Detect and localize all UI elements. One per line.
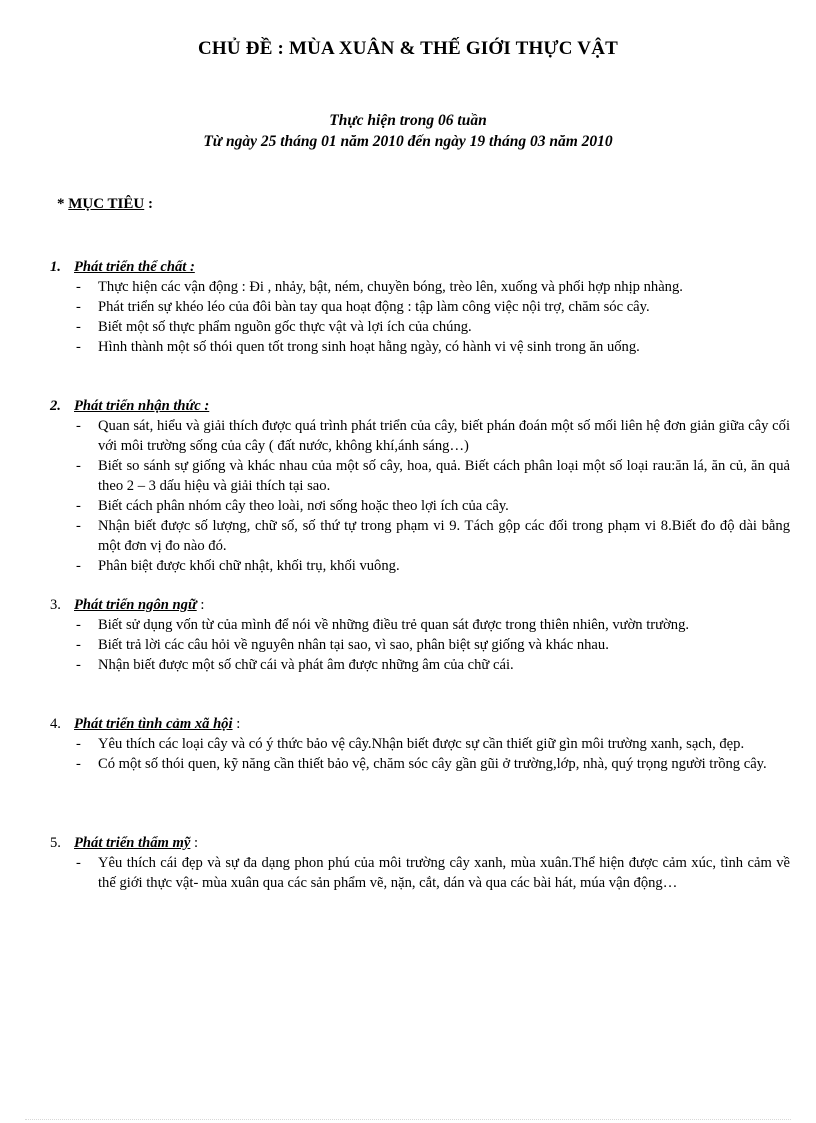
list-item: - Biết sử dụng vốn từ của mình để nói về những điều trẻ quan sát được trong thiên nhiên, vườn trường. <box>76 617 690 633</box>
section-title: Phát triển thể chất : <box>74 259 195 275</box>
item-text: Phát triển sự khéo léo của đôi bàn tay qua hoạt động : tập làm công việc nội trợ, chăm sóc cây. <box>98 299 650 315</box>
section-social-emotional <box>50 714 790 774</box>
item-text: Yêu thích các loại cây và có ý thức bảo vệ cây.Nhận biết được sự cần thiết giữ gìn môi trường xanh, sạch, đẹp. <box>98 736 745 752</box>
list-item: - Biết so sánh sự giống và khác nhau của một số cây, hoa, quả. Biết cách phân loại một số loại rau:ăn lá, ăn củ, ăn quả theo 2 – 3 dấu hiệu và giải thích tại sao. <box>76 458 790 494</box>
document-title: CHỦ ĐỀ : MÙA XUÂN & THẾ GIỚI THỰC VẬT <box>198 38 618 59</box>
item-text: Có một số thói quen, kỹ năng cần thiết bảo vệ, chăm sóc cây gần gũi ở trường,lớp, nhà, quý trọng người trồng cây. <box>98 756 767 772</box>
item-text: Phân biệt được khối chữ nhật, khối trụ, khối vuông. <box>98 558 400 574</box>
list-item: - Có một số thói quen, kỹ năng cần thiết bảo vệ, chăm sóc cây gần gũi ở trường,lớp, nhà, quý trọng người trồng cây. <box>76 756 767 772</box>
section-number: 5. <box>50 835 61 851</box>
list-item: - Biết cách phân nhóm cây theo loài, nơi sống hoặc theo lợi ích của cây. <box>76 498 509 514</box>
item-text: Nhận biết được số lượng, chữ số, số thứ tự trong phạm vi 9. Tách gộp các đối trong phạm vi 8.Biết đo độ dài bằng một đơn vị đo nào đó. <box>98 518 790 554</box>
goals-heading <box>57 196 153 213</box>
section-heading <box>50 714 790 734</box>
list-item: - Biết một số thực phẩm nguồn gốc thực vật và lợi ích của chúng. <box>76 319 472 335</box>
section-items <box>50 734 790 774</box>
section-heading <box>50 833 790 853</box>
item-text: Thực hiện các vận động : Đi , nhảy, bật, ném, chuyền bóng, trèo lên, xuống và phối hợp nhịp nhàng. <box>98 279 683 295</box>
item-text: Biết sử dụng vốn từ của mình để nói về những điều trẻ quan sát được trong thiên nhiên, vườn trường. <box>98 617 690 633</box>
section-cognitive <box>50 396 790 576</box>
item-text: Hình thành một số thói quen tốt trong sinh hoạt hằng ngày, có hành vi vệ sinh trong ăn uống. <box>98 339 640 355</box>
item-text: Nhận biết được một số chữ cái và phát âm được những âm của chữ cái. <box>98 657 514 673</box>
item-text: Quan sát, hiểu và giải thích được quá trình phát triển của cây, biết phán đoán một số mối liên hệ đơn giản giữa cây cối với môi trường sống của cây ( đất nước, không khí,ánh sáng…) <box>98 418 790 454</box>
section-heading <box>50 396 790 416</box>
page-bottom-divider <box>25 1119 791 1120</box>
section-heading <box>50 595 790 615</box>
goals-label: MỤC TIÊU <box>68 196 145 212</box>
section-items <box>50 416 790 576</box>
item-text: Biết so sánh sự giống và khác nhau của một số cây, hoa, quả. Biết cách phân loại một số loại rau:ăn lá, ăn củ, ăn quả theo 2 – 3 dấu hiệu và giải thích tại sao. <box>98 458 790 494</box>
section-colon: : <box>190 835 199 851</box>
section-items <box>50 853 790 893</box>
item-text: Biết một số thực phẩm nguồn gốc thực vật và lợi ích của chúng. <box>98 319 472 335</box>
list-item: - Phân biệt được khối chữ nhật, khối trụ, khối vuông. <box>76 558 400 574</box>
section-title: Phát triển tình cảm xã hội <box>74 716 233 732</box>
section-items <box>50 277 790 357</box>
list-item: - Phát triển sự khéo léo của đôi bàn tay qua hoạt động : tập làm công việc nội trợ, chăm sóc cây. <box>76 299 650 315</box>
list-item: - Yêu thích cái đẹp và sự đa dạng phon phú của môi trường cây xanh, mùa xuân.Thể hiện được cảm xúc, tình cảm về thế giới thực vật- mùa xuân qua các sản phẩm vẽ, nặn, cắt, dán và qua các bài hát, múa vận động… <box>76 855 790 891</box>
item-text: Biết cách phân nhóm cây theo loài, nơi sống hoặc theo lợi ích của cây. <box>98 498 509 514</box>
list-item: - Nhận biết được số lượng, chữ số, số thứ tự trong phạm vi 9. Tách gộp các đối trong phạm vi 8.Biết đo độ dài bằng một đơn vị đo nào đó. <box>76 518 790 554</box>
section-number: 2. <box>50 398 61 414</box>
goals-prefix: * <box>57 196 69 212</box>
section-number: 3. <box>50 597 61 613</box>
section-title: Phát triển ngôn ngữ <box>74 597 197 613</box>
list-item: - Thực hiện các vận động : Đi , nhảy, bật, ném, chuyền bóng, trèo lên, xuống và phối hợp nhịp nhàng. <box>76 279 683 295</box>
section-number: 1. <box>50 259 61 275</box>
duration-line: Thực hiện trong 06 tuần <box>329 112 487 129</box>
section-language <box>50 595 790 675</box>
section-aesthetic <box>50 833 790 893</box>
section-number: 4. <box>50 716 61 732</box>
list-item: - Yêu thích các loại cây và có ý thức bảo vệ cây.Nhận biết được sự cần thiết giữ gìn môi trường xanh, sạch, đẹp. <box>76 736 745 752</box>
section-physical <box>50 257 790 357</box>
list-item: - Quan sát, hiểu và giải thích được quá trình phát triển của cây, biết phán đoán một số mối liên hệ đơn giản giữa cây cối với môi trường sống của cây ( đất nước, không khí,ánh sáng…) <box>76 418 790 454</box>
section-title: Phát triển nhận thức : <box>74 398 210 414</box>
section-colon: : <box>232 716 241 732</box>
section-colon: : <box>196 597 205 613</box>
goals-suffix: : <box>144 196 153 212</box>
list-item: - Hình thành một số thói quen tốt trong sinh hoạt hằng ngày, có hành vi vệ sinh trong ăn uống. <box>76 339 640 355</box>
item-text: Biết trả lời các câu hỏi về nguyên nhân tại sao, vì sao, phân biệt sự giống và khác nhau. <box>98 637 609 653</box>
section-items <box>50 615 790 675</box>
date-range-line: Từ ngày 25 tháng 01 năm 2010 đến ngày 19 tháng 03 năm 2010 <box>203 133 613 150</box>
item-text: Yêu thích cái đẹp và sự đa dạng phon phú của môi trường cây xanh, mùa xuân.Thể hiện được cảm xúc, tình cảm về thế giới thực vật- mùa xuân qua các sản phẩm vẽ, nặn, cắt, dán và qua các bài hát, múa vận động… <box>98 855 790 891</box>
section-title: Phát triển thẩm mỹ <box>74 835 191 851</box>
list-item: - Nhận biết được một số chữ cái và phát âm được những âm của chữ cái. <box>76 657 514 673</box>
section-heading <box>50 257 790 277</box>
list-item: - Biết trả lời các câu hỏi về nguyên nhân tại sao, vì sao, phân biệt sự giống và khác nhau. <box>76 637 609 653</box>
